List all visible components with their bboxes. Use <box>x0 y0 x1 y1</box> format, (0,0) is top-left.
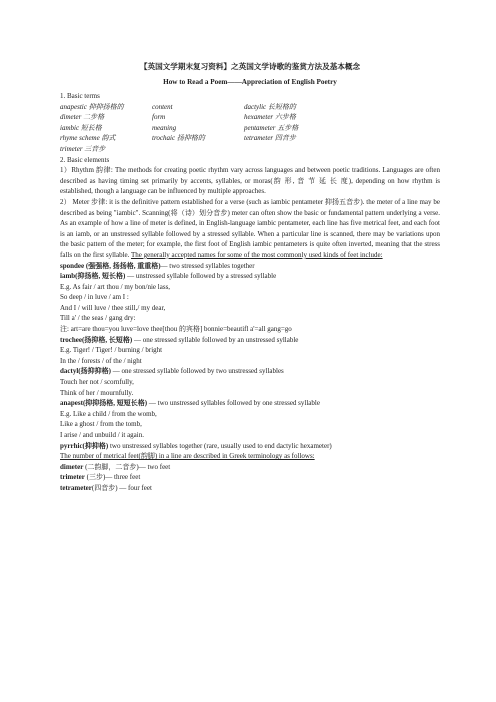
term: trimeter 三音步 <box>60 144 106 153</box>
line-text: — two unstressed syllables followed by one stressed syllable <box>147 399 320 408</box>
text-line <box>60 483 440 494</box>
term-bold: pyrrhic(抑抑格) <box>60 441 109 450</box>
terms-row <box>60 112 440 123</box>
text-line <box>60 430 440 441</box>
term: meaning <box>152 123 177 132</box>
document-page <box>60 62 440 494</box>
text-line <box>60 303 440 314</box>
line-text: — two stressed syllables together <box>160 261 255 270</box>
feet-count-intro: The number of metrical feet(韵脚) in a line are described in Greek terminology as follows: <box>60 452 315 461</box>
term-bold: dactyl(扬抑抑格) <box>60 367 111 376</box>
term-bold: trimeter <box>60 473 85 482</box>
line-text: E.g. Tiger! / Tiger! / burning / bright <box>60 346 163 355</box>
line-text: E.g. Like a child / from the womb, <box>60 409 157 418</box>
line-text: I arise / and unbuild / it again. <box>60 431 144 439</box>
text-line <box>60 441 440 452</box>
line-text: — one stressed syllable followed by an unstressed syllable <box>132 335 299 344</box>
feet-examples <box>60 261 440 452</box>
line-text: 注: art=are thou=you luve=love thee[thou 的宾格] bonnie=beautifl a'=all gang=go <box>60 325 292 334</box>
rhythm-label: 1）Rhythm 韵律: <box>60 166 113 175</box>
text-line <box>60 377 440 388</box>
terms-row <box>60 123 440 134</box>
term: tetrameter 四音步 <box>244 134 296 143</box>
terms-table <box>60 102 440 155</box>
text-line <box>60 462 440 473</box>
line-text: (三步)— three feet <box>84 473 141 482</box>
line-text: (二韵脚，二音步)— two feet <box>83 462 171 471</box>
line-text: — one stressed syllable followed by two unstressed syllables <box>110 367 284 376</box>
meter-label: 2） Meter 步律: <box>60 197 108 206</box>
line-text: two unstressed syllables together (rare, usually used to end dactylic hexameter) <box>108 441 332 450</box>
text-line <box>60 419 440 430</box>
term: iambic 短长格 <box>60 123 102 132</box>
term-bold: iamb(抑扬格, 短长格) <box>60 272 126 281</box>
text-line <box>60 388 440 399</box>
meter-text: it is the definitive pattern established for a verse (such as iambic pentameter 抑扬五音步). the meter of a line may be described as being "iambic". Scanning(将（诗）划分音步) meter can often show the basic or fundamental pattern underlying a verse. As an example of how a line of meter is defined, in English-language iambic pentameter, each line has five metrical feet, and each foot is an iamb, or an unstressed syllable followed by a stressed syllable. When a particular line is scanned, there may be variations upon the basic pattern of the meter; for example, the first foot of English iambic pentameters is quite often inverted, meaning that the stress falls on the first syllable. <box>60 197 440 259</box>
doc-title: 【英国文学期末复习资料】之英国文学诗歌的鉴赏方法及基本概念 <box>139 62 361 71</box>
term-bold: anapest(抑抑扬格, 短短长格) <box>60 399 148 408</box>
term-bold: dimeter <box>60 462 84 471</box>
term: content <box>152 102 173 111</box>
term: dactylic 长短格的 <box>244 102 296 111</box>
rhythm-text: The methods for creating poetic rhythm vary across languages and between poetic traditions. Languages are often described as having timing set primarily by accents, syllables, or moras(韵 形, 音 节 延 长 度), depending on how rhythm is established, though a language can be influenced by multiple approaches. <box>60 166 440 196</box>
line-text: — unstressed syllable followed by a stressed syllable <box>125 272 277 281</box>
section-basic-terms: 1. Basic terms <box>60 92 100 100</box>
term: anapestic 抑抑扬格的 <box>60 102 124 111</box>
terms-row <box>60 133 440 144</box>
term: dimeter 二步格 <box>60 113 105 122</box>
line-text: (四音步) — four feet <box>91 483 152 492</box>
term: pentameter 五步格 <box>244 123 299 132</box>
text-line <box>60 271 440 282</box>
term: hexameter 六步格 <box>244 113 296 122</box>
text-line <box>60 282 440 293</box>
line-text: Till a' / the seas / gang dry: <box>60 314 136 323</box>
term: form <box>152 113 166 122</box>
term-bold: spondee (强强格, 扬扬格, 重重格) <box>60 261 161 270</box>
text-line <box>60 356 440 367</box>
meter-underlined: The generally accepted names for some of the most commonly used kinds of feet include: <box>131 250 383 259</box>
line-text: Like a ghost / from the tomb, <box>60 420 142 429</box>
text-line <box>60 398 440 409</box>
term: rhyme scheme 韵式 <box>60 134 116 143</box>
line-text: In the / forests / of the / night <box>60 356 142 365</box>
text-line <box>60 313 440 324</box>
text-line <box>60 409 440 420</box>
paragraph-rhythm <box>60 165 440 197</box>
line-text: And I / will luve / thee still,/ my dear, <box>60 303 166 312</box>
line-text: Think of her / mournfully. <box>60 388 134 397</box>
text-line <box>60 472 440 483</box>
section-basic-elements: 2. Basic elements <box>60 155 110 164</box>
term: trochaic 扬抑格的 <box>152 134 205 143</box>
text-line <box>60 366 440 377</box>
feet-count-list <box>60 462 440 494</box>
paragraph-meter <box>60 197 440 261</box>
terms-row <box>60 102 440 113</box>
line-text: E.g. As fair / art thou / my bon/nie lass, <box>60 282 171 291</box>
text-line <box>60 345 440 356</box>
doc-subtitle: How to Read a Poem——Appreciation of English Poetry <box>163 78 337 86</box>
term-bold: tetrameter <box>60 483 92 492</box>
terms-row <box>60 144 440 155</box>
term-bold: trochee(扬抑格, 长短格) <box>60 335 133 344</box>
text-line <box>60 335 440 346</box>
text-line <box>60 261 440 272</box>
text-line <box>60 324 440 335</box>
line-text: So deep / in luve / am I : <box>60 293 129 302</box>
text-line <box>60 292 440 303</box>
line-text: Touch her not / scornfully, <box>60 378 134 387</box>
